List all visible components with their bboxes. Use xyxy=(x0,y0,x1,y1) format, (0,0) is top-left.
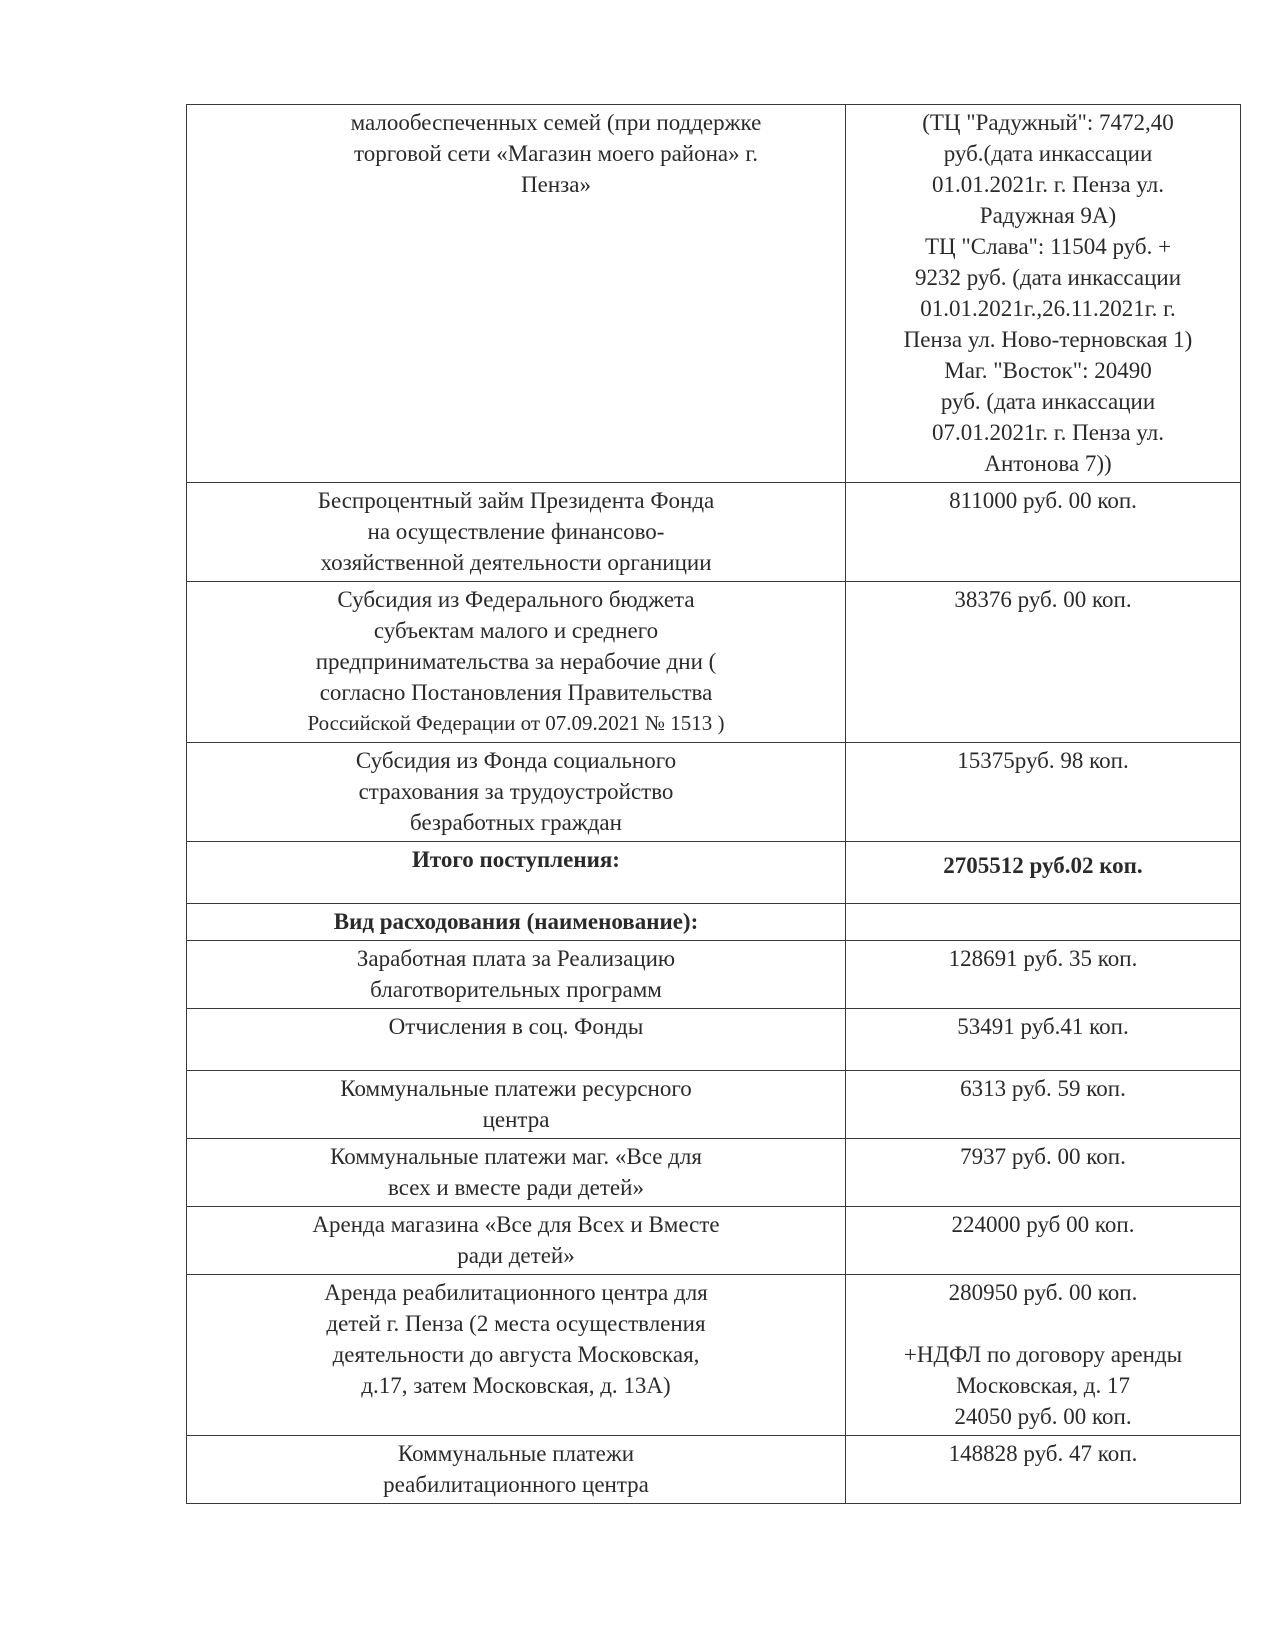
financial-report-table xyxy=(186,104,1241,1504)
income-amount-cell xyxy=(846,105,1241,483)
income-amount-cell xyxy=(846,483,1241,582)
cell-line: Субсидия из Федерального бюджета xyxy=(337,587,695,612)
expense-item-cell xyxy=(187,1207,846,1275)
cell-line: Маг. "Восток": 20490 xyxy=(944,358,1152,383)
cell-line: 53491 руб.41 коп. xyxy=(957,1014,1129,1039)
cell-line: торговой сети «Магазин моего района» г. xyxy=(354,141,758,166)
table-row xyxy=(187,1436,1241,1504)
cell-line: Коммунальные платежи ресурсного xyxy=(340,1076,692,1101)
cell-line: 148828 руб. 47 коп. xyxy=(948,1441,1138,1466)
cell-line: 224000 руб 00 коп. xyxy=(951,1212,1135,1237)
income-amount-cell xyxy=(846,582,1241,743)
cell-line: 15375руб. 98 коп. xyxy=(957,748,1129,773)
cell-line: Субсидия из Фонда социального xyxy=(355,748,677,773)
expense-amount-cell xyxy=(846,1436,1241,1504)
table-row xyxy=(187,1275,1241,1436)
cell-line: Пенза ул. Ново-терновская 1) xyxy=(903,327,1193,352)
cell-line: 24050 руб. 00 коп. xyxy=(954,1404,1132,1429)
cell-line: Антонова 7)) xyxy=(984,451,1112,476)
expense-amount-cell xyxy=(846,1207,1241,1275)
income-amount-cell xyxy=(846,743,1241,842)
cell-line: 811000 руб. 00 коп. xyxy=(949,488,1137,513)
cell-line: на осуществление финансово- xyxy=(367,519,665,544)
cell-line: (ТЦ "Радужный": 7472,40 xyxy=(922,110,1174,135)
expense-item-cell xyxy=(187,1009,846,1071)
cell-line: руб.(дата инкассации xyxy=(943,141,1153,166)
cell-line: Пенза» xyxy=(521,172,591,197)
expense-amount-cell xyxy=(846,1275,1241,1436)
income-item-cell xyxy=(187,483,846,582)
table-row xyxy=(187,1071,1241,1139)
cell-line: 9232 руб. (дата инкассации xyxy=(914,265,1182,290)
total-income-label xyxy=(187,842,846,904)
table-row xyxy=(187,743,1241,842)
cell-line: 01.01.2021г. г. Пенза ул. xyxy=(931,172,1165,197)
expense-item-cell xyxy=(187,1139,846,1207)
cell-line: 280950 руб. 00 коп. xyxy=(948,1280,1138,1305)
expense-amount-cell xyxy=(846,1139,1241,1207)
cell-line: благотворительных программ xyxy=(370,977,662,1002)
cell-line: реабилитационного центра xyxy=(383,1472,649,1497)
cell-line: Российской Федерации от 07.09.2021 № 1513 ) xyxy=(307,711,725,735)
cell-line: Вид расходования (наименование): xyxy=(333,909,699,934)
cell-line: Радужная 9А) xyxy=(979,203,1117,228)
cell-line: Аренда реабилитационного центра для xyxy=(324,1280,708,1305)
cell-line: безработных граждан xyxy=(410,810,622,835)
cell-line: деятельности до августа Московская, xyxy=(332,1342,700,1367)
expense-amount-cell xyxy=(846,941,1241,1009)
cell-line: детей г. Пенза (2 места осуществления xyxy=(326,1311,706,1336)
cell-line: ради детей» xyxy=(457,1243,575,1268)
cell-line: Итого поступления: xyxy=(412,847,620,872)
expense-header-label xyxy=(187,904,846,941)
cell-line: 01.01.2021г.,26.11.2021г. г. xyxy=(920,296,1176,321)
cell-line: малообеспеченных семей (при поддержке xyxy=(350,110,762,135)
cell-line: Заработная плата за Реализацию xyxy=(356,946,676,971)
cell-line: +НДФЛ по договору аренды xyxy=(903,1342,1183,1367)
cell-line: 07.01.2021г. г. Пенза ул. xyxy=(931,420,1165,445)
table-row xyxy=(187,582,1241,743)
table-row xyxy=(187,1139,1241,1207)
table-row-expense-header xyxy=(187,904,1241,941)
cell-line: центра xyxy=(482,1107,550,1132)
cell-line: хозяйственной деятельности органиции xyxy=(320,550,712,575)
table-row xyxy=(187,1207,1241,1275)
cell-line: всех и вместе ради детей» xyxy=(388,1175,644,1200)
income-item-cell xyxy=(187,105,846,483)
cell-line: Аренда магазина «Все для Всех и Вместе xyxy=(312,1212,720,1237)
cell-line: Отчисления в соц. Фонды xyxy=(388,1014,644,1039)
cell-line: Беспроцентный займ Президента Фонда xyxy=(317,488,715,513)
cell-line: Коммунальные платежи xyxy=(397,1441,635,1466)
expense-item-cell xyxy=(187,1436,846,1504)
total-income-value xyxy=(846,842,1241,904)
cell-line: Коммунальные платежи маг. «Все для xyxy=(330,1144,702,1169)
expense-header-empty xyxy=(846,904,1241,941)
cell-line: 6313 руб. 59 коп. xyxy=(960,1076,1126,1101)
expense-amount-cell xyxy=(846,1071,1241,1139)
expense-item-cell xyxy=(187,941,846,1009)
expense-amount-cell xyxy=(846,1009,1241,1071)
cell-line: руб. (дата инкассации xyxy=(940,389,1156,414)
expense-item-cell xyxy=(187,1275,846,1436)
table-row xyxy=(187,483,1241,582)
cell-line: д.17, затем Московская, д. 13А) xyxy=(361,1373,671,1398)
cell-line: ТЦ "Слава": 11504 руб. + xyxy=(924,234,1172,259)
cell-line: согласно Постановления Правительства xyxy=(319,680,713,705)
income-item-cell xyxy=(187,743,846,842)
report-table-body xyxy=(187,105,1241,1504)
cell-line: Московская, д. 17 xyxy=(956,1373,1130,1398)
income-item-cell xyxy=(187,582,846,743)
cell-line: 7937 руб. 00 коп. xyxy=(960,1144,1126,1169)
cell-line: предпринимательства за нерабочие дни ( xyxy=(315,649,717,674)
cell-line: 2705512 руб.02 коп. xyxy=(943,853,1143,878)
cell-line: страхования за трудоустройство xyxy=(358,779,674,804)
table-row xyxy=(187,105,1241,483)
table-row xyxy=(187,941,1241,1009)
cell-gap xyxy=(852,1308,1234,1339)
cell-line: субъектам малого и среднего xyxy=(373,618,659,643)
cell-line: 38376 руб. 00 коп. xyxy=(954,587,1132,612)
expense-item-cell xyxy=(187,1071,846,1139)
table-row-total-income xyxy=(187,842,1241,904)
cell-line: 128691 руб. 35 коп. xyxy=(948,946,1138,971)
table-row xyxy=(187,1009,1241,1071)
